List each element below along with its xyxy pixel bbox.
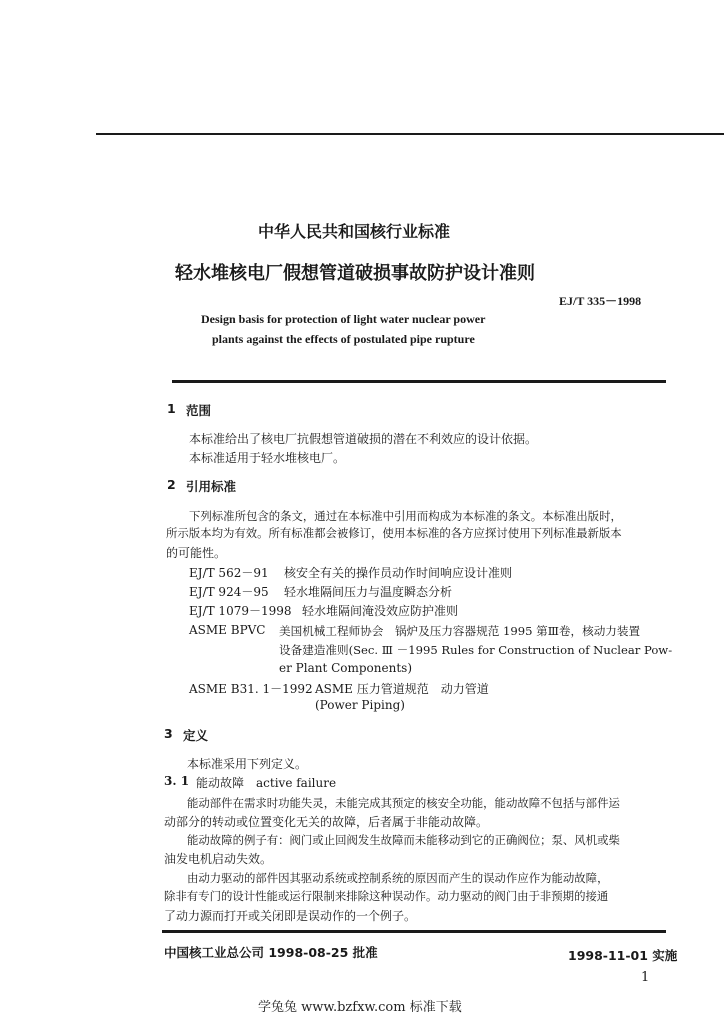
section-2-para-line-3: 的可能性。 bbox=[166, 546, 227, 560]
definition-para-3-line-1: 由动力驱动的部件因其驱动系统或控制系统的原因而产生的误动作应作为能动故障， bbox=[187, 871, 609, 885]
asme-bpvc-line-2: 设备建造准则(Sec. Ⅲ －1995 Rules for Construction of Nuclear Pow- bbox=[279, 643, 673, 657]
section-1-title: 范围 bbox=[186, 403, 212, 418]
definition-para-3-line-2: 除非有专门的设计性能或运行限制来排除这种误动作。动力驱动的阀门由于非预期的接通 bbox=[164, 889, 609, 903]
ref-code: EJ/T 562－91 bbox=[189, 566, 269, 580]
ref-code: EJ/T 1079－1998 bbox=[189, 604, 292, 618]
subsection-3-1-title: 能动故障 active failure bbox=[196, 776, 337, 790]
asme-b31-line-2: (Power Piping) bbox=[315, 698, 405, 712]
section-1-para-1: 本标准给出了核电厂抗假想管道破损的潜在不利效应的设计依据。 bbox=[189, 432, 538, 446]
asme-bpvc-code: ASME BPVC bbox=[189, 623, 266, 637]
subsection-3-1-number: 3. 1 bbox=[164, 774, 190, 788]
ref-title: 轻水堆隔间压力与温度瞬态分析 bbox=[284, 585, 453, 599]
section-3-intro: 本标准采用下列定义。 bbox=[187, 757, 308, 771]
section-3-number: 3 bbox=[164, 726, 173, 741]
watermark-text: 学兔兔 www.bzfxw.com 标准下载 bbox=[258, 1000, 462, 1015]
org-title: 中华人民共和国核行业标准 bbox=[258, 222, 451, 241]
section-3-title: 定义 bbox=[183, 728, 209, 743]
page-number: 1 bbox=[641, 970, 650, 985]
asme-b31-line-1: ASME 压力管道规范 动力管道 bbox=[315, 682, 489, 696]
ref-code: EJ/T 924－95 bbox=[189, 585, 269, 599]
definition-para-2-line-1: 能动故障的例子有：阀门或止回阀发生故障而未能移动到它的正确阀位；泵、风机或柴 bbox=[187, 833, 620, 847]
section-2-title: 引用标准 bbox=[186, 479, 237, 494]
section-1-para-2: 本标准适用于轻水堆核电厂。 bbox=[189, 451, 346, 465]
section-2-number: 2 bbox=[167, 477, 176, 492]
ref-title: 轻水堆隔间淹没效应防护准则 bbox=[302, 604, 459, 618]
definition-para-1-line-1: 能动部件在需求时功能失灵，未能完成其预定的核安全功能，能动故障不包括与部件运 bbox=[187, 796, 620, 810]
ref-title: 核安全有关的操作员动作时间响应设计准则 bbox=[284, 566, 513, 580]
top-rule bbox=[96, 133, 724, 135]
standard-number: EJ/T 335－1998 bbox=[559, 294, 642, 308]
definition-para-3-line-3: 了动力源而打开或关闭即是误动作的一个例子。 bbox=[164, 909, 417, 923]
definition-para-2-line-2: 油发电机启动失效。 bbox=[164, 852, 273, 866]
asme-b31-code: ASME B31. 1－1992 bbox=[189, 682, 313, 696]
definition-para-1-line-2: 动部分的转动或位置变化无关的故障，后者属于非能动故障。 bbox=[164, 815, 489, 829]
section-2-para-line-2: 所示版本均为有效。所有标准都会被修订，使用本标准的各方应探讨使用下列标准最新版本 bbox=[166, 526, 622, 540]
section-1-number: 1 bbox=[167, 401, 176, 416]
section-2-para-line-1: 下列标准所包含的条文，通过在本标准中引用而构成为本标准的条文。本标准出版时， bbox=[189, 509, 622, 523]
footer-rule bbox=[162, 930, 666, 933]
doc-title-cn: 轻水堆核电厂假想管道破损事故防护设计准则 bbox=[175, 263, 535, 284]
approval-line: 中国核工业总公司 1998-08-25 批准 bbox=[164, 945, 378, 960]
doc-title-en-line1: Design basis for protection of light water nuclear power bbox=[201, 312, 486, 326]
doc-title-en-line2: plants against the effects of postulated pipe rupture bbox=[212, 332, 475, 346]
asme-bpvc-line-1: 美国机械工程师协会 锅炉及压力容器规范 1995 第Ⅲ卷，核动力装置 bbox=[279, 624, 641, 638]
implementation-date: 1998-11-01 实施 bbox=[568, 948, 678, 963]
header-rule bbox=[172, 380, 666, 383]
asme-bpvc-line-3: er Plant Components) bbox=[279, 661, 412, 675]
